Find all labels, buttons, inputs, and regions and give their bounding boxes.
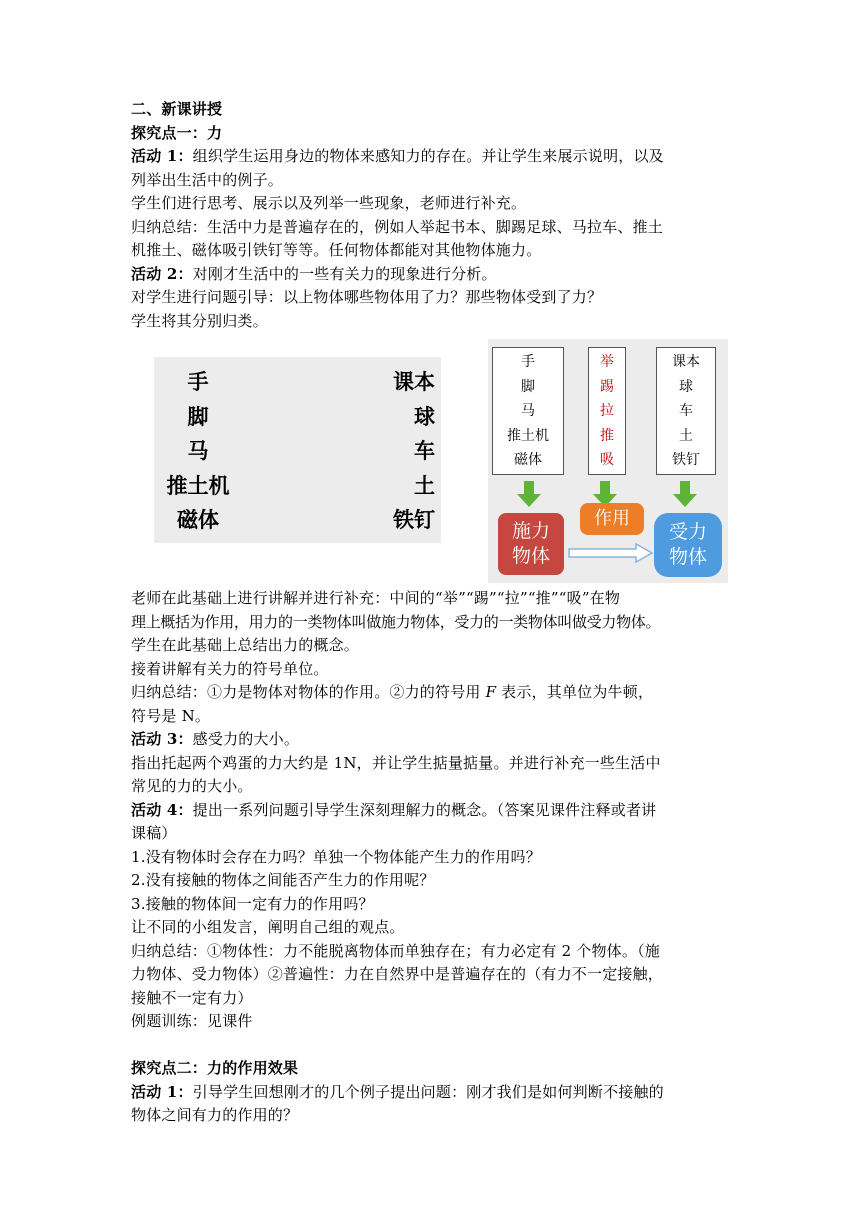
activity-label: 活动 3：: [131, 730, 193, 748]
pill-text: 物体: [511, 545, 550, 567]
activity-label: 活动 2：: [131, 264, 193, 283]
actions-box: [588, 347, 626, 475]
list-item: 土: [679, 427, 693, 444]
list-item: 马: [521, 403, 535, 419]
list-item: 推土机: [507, 427, 549, 444]
force-receiving-column: [375, 365, 435, 538]
paragraph-line: 理上概括为作用，用力的一类物体叫做施力物体，受力的一类物体叫做受力物体。: [131, 612, 661, 631]
classification-figure: [154, 357, 441, 543]
paragraph-line: 1.没有物体时会存在力吗？单独一个物体能产生力的作用吗？: [131, 847, 541, 866]
list-item: 拉: [600, 403, 614, 419]
list-item: 铁钉: [393, 507, 435, 532]
paragraph-line: 学生们进行思考、展示以及列举一些现象，老师进行补充。: [131, 194, 527, 212]
paragraph-line: 学生在此基础上总结出力的概念。: [131, 636, 360, 654]
activity-label: 活动 1：: [131, 1082, 193, 1101]
paragraph-line: 学生将其分别归类。: [131, 311, 268, 330]
paragraph-line: 接着讲解有关力的符号单位。: [131, 659, 329, 678]
paragraph-line: 让不同的小组发言，阐明自己组的观点。: [131, 918, 405, 936]
exerting-objects-box: [492, 347, 564, 475]
paragraph-line: [131, 1081, 731, 1105]
subsection-heading: 探究点二：力的作用效果: [131, 1059, 299, 1077]
spacer: [131, 1034, 731, 1058]
section-heading: 二、新课讲授: [131, 100, 223, 118]
list-item: 手: [521, 354, 535, 370]
list-item: 马: [187, 438, 209, 463]
paragraph-line: 对学生进行问题引导：以上物体哪些物体用了力？那些物体受到了力？: [131, 288, 603, 306]
text-span: 表示，其单位为牛顿，: [496, 683, 654, 701]
list-item: 磁体: [514, 452, 542, 468]
list-item: 磁体: [177, 507, 219, 532]
paragraph-line: 接触不一定有力）: [131, 988, 253, 1007]
paragraph-line: [131, 145, 731, 169]
pill-text: 受力: [668, 521, 707, 543]
figure-row: [131, 337, 731, 587]
paragraph-line: 例题训练：见课件: [131, 1012, 253, 1030]
list-item: 踢: [600, 378, 614, 395]
receiving-objects-box: [656, 347, 716, 475]
paragraph-line: 物体之间有力的作用的？: [131, 1106, 299, 1124]
text-span: 组织学生运用身边的物体来感知力的存在。并让学生来展示说明，以及: [192, 147, 664, 165]
list-item: 推: [600, 427, 614, 444]
paragraph-line: 符号是 N。: [131, 706, 211, 725]
text-span: 引导学生回想刚才的几个例子提出问题：刚才我们是如何判断不接触的: [192, 1082, 664, 1101]
paragraph-line: [131, 728, 731, 752]
list-item: 手: [187, 369, 209, 394]
paragraph-line: 老师在此基础上进行讲解并进行补充：中间的“举”“踢”“拉”“推”“吸”在物: [131, 589, 621, 607]
paragraph-line: 归纳总结：①物体性：力不能脱离物体而单独存在；有力必定有 2 个物体。（施: [131, 941, 660, 960]
pill-text: 物体: [668, 546, 707, 568]
paragraph-line: [131, 681, 731, 705]
list-item: 车: [679, 403, 693, 419]
pill-text: 施力: [511, 520, 550, 542]
paragraph-line: 指出托起两个鸡蛋的力大约是 1N，并让学生掂量掂量。并进行补充一些生活中: [131, 753, 661, 772]
force-exerting-column: [154, 365, 242, 538]
paragraph-line: [131, 799, 731, 823]
exerting-object-pill: [498, 513, 564, 575]
document-page: [131, 98, 731, 1128]
list-item: 球: [414, 403, 435, 429]
text-span: 对刚才生活中的一些有关力的现象进行分析。: [192, 264, 497, 283]
subsection-heading: 探究点一：力: [131, 123, 223, 142]
list-item: 脚: [187, 403, 209, 429]
activity-label: 活动 1：: [131, 147, 193, 165]
text-span: 感受力的大小。: [192, 730, 300, 748]
list-item: 举: [600, 354, 614, 370]
force-diagram: [488, 339, 728, 583]
paragraph-line: 力物体、受力物体）②普遍性：力在自然界中是普遍存在的（有力不一定接触，: [131, 965, 664, 983]
activity-label: 活动 4：: [131, 800, 193, 819]
right-arrow-icon: [568, 543, 654, 563]
list-item: 推土机: [166, 472, 230, 498]
list-item: 铁钉: [672, 452, 700, 468]
list-item: 吸: [600, 452, 614, 468]
text-span: 提出一系列问题引导学生深刻理解力的概念。（答案见课件注释或者讲: [192, 800, 657, 819]
list-item: 车: [414, 438, 435, 463]
receiving-object-pill: [654, 513, 722, 577]
force-symbol: F: [485, 683, 497, 701]
list-item: 课本: [393, 369, 435, 394]
list-item: 课本: [672, 354, 700, 370]
list-item: 土: [414, 472, 435, 498]
paragraph-line: 3.接触的物体间一定有力的作用吗？: [131, 894, 374, 913]
action-pill: 作用: [580, 503, 644, 535]
paragraph-line: [131, 263, 731, 287]
text-span: 归纳总结：①力是物体对物体的作用。②力的符号用: [131, 683, 486, 701]
paragraph-line: 课稿）: [131, 824, 177, 842]
paragraph-line: 2.没有接触的物体之间能否产生力的作用呢？: [131, 871, 435, 889]
list-item: 脚: [521, 378, 535, 395]
paragraph-line: 常见的力的大小。: [131, 777, 253, 795]
list-item: 球: [679, 378, 693, 395]
paragraph-line: 机推土、磁体吸引铁钉等等。任何物体都能对其他物体施力。: [131, 241, 542, 259]
paragraph-line: 归纳总结：生活中力是普遍存在的，例如人举起书本、脚踢足球、马拉车、推土: [131, 217, 664, 236]
paragraph-line: 列举出生活中的例子。: [131, 170, 284, 189]
